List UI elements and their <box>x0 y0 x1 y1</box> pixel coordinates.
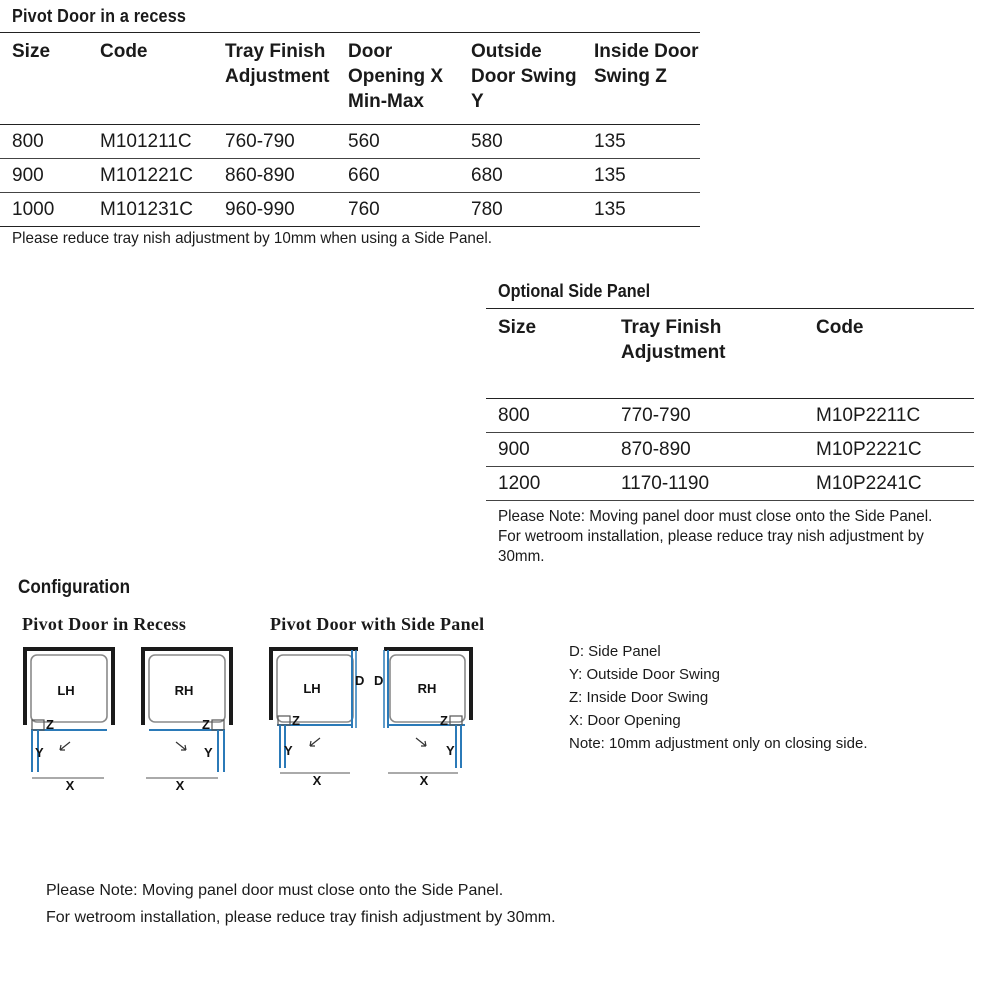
table1-note: Please reduce tray nish adjustment by 10mm when using a Side Panel. <box>12 230 492 247</box>
cell: 1000 <box>12 198 55 220</box>
recess-subtitle: Pivot Door in Recess <box>22 614 187 634</box>
header-size: Size <box>12 41 51 62</box>
table-header-row <box>0 33 700 125</box>
cell: 800 <box>12 130 44 152</box>
cell: 135 <box>594 164 626 186</box>
cell: M101231C <box>100 198 193 220</box>
d-label: D <box>355 673 365 688</box>
lh-label: LH <box>57 683 75 698</box>
table-row <box>486 399 974 433</box>
footer-line: Please Note: Moving panel door must close onto the Side Panel. <box>46 882 504 899</box>
cell: M10P2221C <box>816 438 922 460</box>
y-label: Y <box>284 743 293 758</box>
cell: 780 <box>471 198 503 220</box>
cell: 580 <box>471 130 503 152</box>
header-size: Size <box>498 317 537 338</box>
header-tray-finish: Tray Finish Adjustment <box>225 41 330 87</box>
cell: M10P2241C <box>816 472 922 494</box>
header-inside-swing: Inside Door Swing Z <box>594 41 699 87</box>
z-bracket <box>450 716 462 725</box>
cell: 800 <box>498 404 530 426</box>
cell: 135 <box>594 130 626 152</box>
x-label: X <box>175 778 185 793</box>
diagram-legend <box>569 640 867 755</box>
d-label: D <box>374 673 384 688</box>
cell: 680 <box>471 164 503 186</box>
legend-item: Z: Inside Door Swing <box>569 689 709 706</box>
cell: 660 <box>348 164 380 186</box>
pivot-door-table <box>0 32 700 227</box>
swing-arrow-icon <box>416 738 426 746</box>
x-label: X <box>65 778 75 793</box>
cell: 900 <box>498 438 530 460</box>
table-row <box>486 467 974 501</box>
table-row <box>0 193 700 227</box>
cell: M101211C <box>100 130 192 152</box>
legend-item: Y: Outside Door Swing <box>569 666 720 683</box>
y-label: Y <box>35 745 44 760</box>
cell: 760-790 <box>225 130 295 152</box>
side-panel-table <box>486 308 974 501</box>
cell: 1200 <box>498 472 541 494</box>
cell: M101221C <box>100 164 193 186</box>
cell: 860-890 <box>225 164 295 186</box>
y-label: Y <box>446 743 455 758</box>
x-label: X <box>419 773 429 788</box>
table1-title: Pivot Door in a recess <box>12 6 187 26</box>
swing-arrow-icon <box>60 742 70 750</box>
table-row <box>0 125 700 159</box>
rh-label: RH <box>417 681 437 696</box>
cell: 760 <box>348 198 380 220</box>
header-tray-finish: Tray Finish Adjustment <box>621 317 726 363</box>
cell: 900 <box>12 164 44 186</box>
header-door-opening: Door Opening X Min-Max <box>348 41 443 112</box>
cell: 560 <box>348 130 380 152</box>
swing-arrow-icon <box>176 742 186 750</box>
configuration-title: Configuration <box>18 577 131 598</box>
lh-side-panel-diagram <box>264 640 384 800</box>
header-code: Code <box>100 41 148 62</box>
table-row <box>486 433 974 467</box>
side-panel-subtitle: Pivot Door with Side Panel <box>270 614 485 634</box>
legend-item: Note: 10mm adjustment only on closing side. <box>569 735 868 752</box>
swing-arrow-icon <box>310 738 320 746</box>
cell: 770-790 <box>621 404 691 426</box>
cell: 870-890 <box>621 438 691 460</box>
legend-item: X: Door Opening <box>569 712 681 729</box>
cell: 960-990 <box>225 198 295 220</box>
header-outside-swing: Outside Door Swing Y <box>471 41 577 112</box>
x-label: X <box>312 773 322 788</box>
header-code: Code <box>816 317 864 338</box>
z-label: Z <box>46 717 54 732</box>
lh-recess-diagram <box>18 640 128 800</box>
cell: 135 <box>594 198 626 220</box>
rh-label: RH <box>174 683 194 698</box>
rh-recess-diagram <box>136 640 246 800</box>
table2-title: Optional Side Panel <box>498 281 651 301</box>
lh-label: LH <box>303 681 321 696</box>
y-label: Y <box>204 745 213 760</box>
rh-side-panel-diagram <box>370 640 480 800</box>
table-row <box>0 159 700 193</box>
z-label: Z <box>202 717 210 732</box>
footer-line: For wetroom installation, please reduce tray finish adjustment by 30mm. <box>46 909 556 926</box>
table2-note: Please Note: Moving panel door must close onto the Side Panel. For wetroom installation, please reduce tray nish adjustment by 30mm. <box>498 508 933 565</box>
cell: 1170-1190 <box>621 472 710 494</box>
z-label: Z <box>440 713 448 728</box>
cell: M10P2211C <box>816 404 921 426</box>
footer-note <box>46 877 556 931</box>
z-label: Z <box>292 713 300 728</box>
table-header-row <box>486 309 974 399</box>
legend-item: D: Side Panel <box>569 643 661 660</box>
